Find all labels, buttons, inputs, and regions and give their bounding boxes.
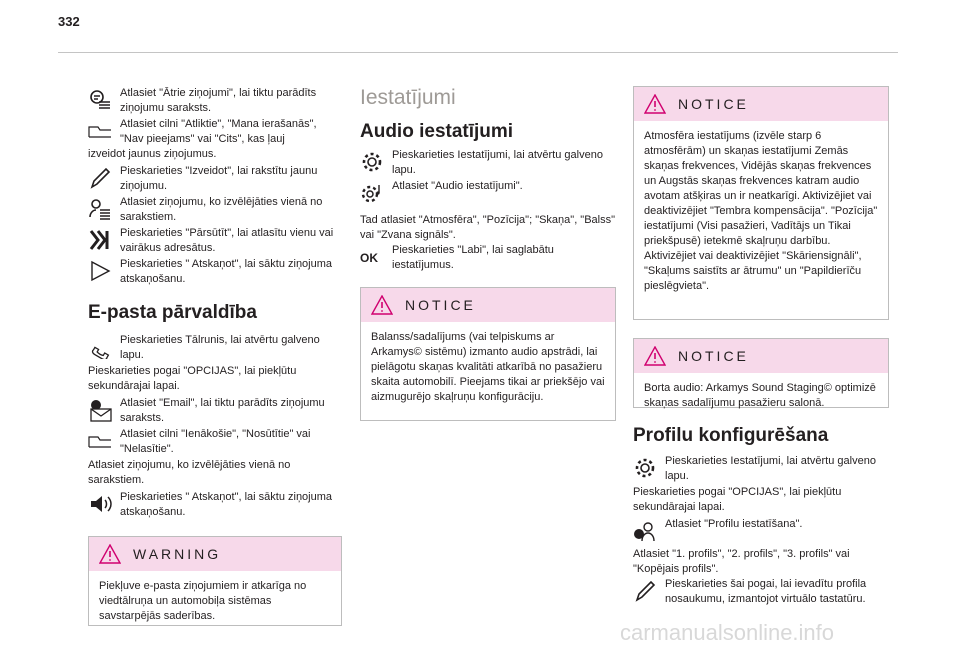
notice-box (633, 338, 889, 408)
instruction-text: Atlasiet "Audio iestatījumi". (392, 180, 523, 192)
pencil-icon (88, 166, 112, 190)
email-heading: E-pasta pārvaldība (88, 302, 257, 323)
instruction-row (88, 333, 342, 363)
instruction-row (633, 577, 889, 607)
forward-icon (88, 228, 112, 252)
page-number: 332 (58, 14, 80, 29)
warning-header (89, 537, 341, 571)
instruction-text: Atlasiet "Email", lai tiktu parādīts ziņojumu saraksts. (120, 397, 325, 424)
instruction-text: Pieskarieties šai pogai, lai ievadītu profila nosaukumu, izmantojot virtuālo tastatūru. (665, 578, 867, 605)
notice-title: NOTICE (678, 348, 749, 364)
notice-text: Atmosfēra iestatījums (izvēle starp 6 atmosfērām) un skaņas iestatījumi Zemās skaņas frekvences, Vidējās skaņas frekvences un Augstās skaņas frekvences katram audio avotam atšķiras un ir neatkarīgi. Aktivizējiet vai deaktivizējiet "Tembra kompensācija". "Pozīcija" iestatījumi (Visi pasažieri, Vadītājs un Tikai priekšpusē) ietekmē skaļruņu darbību. Aktivizējiet vai deaktivizējiet "Skāriensignāli", "Skaļums saistīts ar ātrumu" un "Papildierīču pieslēgvieta". (644, 130, 878, 292)
instruction-text: Pieskarieties " Atskaņot", lai sāktu ziņojuma atskaņošanu. (120, 491, 333, 518)
settings-title: Iestatījumi (360, 86, 456, 109)
instruction-text: Atlasiet cilni "Atliktie", "Mana ierašanās", "Nav pieejams" vai "Cits", kas ļauj (120, 118, 317, 145)
instruction-row (88, 164, 342, 194)
speaker-icon (88, 492, 112, 516)
instruction-row (360, 148, 616, 178)
audio-settings-icon (360, 181, 384, 205)
instruction-text: Atlasiet cilni "Ienākošie", "Nosūtītie" vai "Nelasītie". (120, 428, 311, 455)
instruction-text: Atlasiet "1. profils", "2. profils", "3. profils" vai "Kopējais profils". (633, 548, 850, 575)
instruction-row (88, 86, 342, 116)
notice-header (361, 288, 615, 322)
top-rule (58, 52, 898, 53)
notice-triangle-icon (644, 94, 666, 114)
instruction-row (360, 179, 616, 205)
notice-triangle-icon (644, 346, 666, 366)
instruction-row (88, 257, 342, 287)
warning-text: Piekļuve e-pasta ziņojumiem ir atkarīga no viedtālruņa un automobiļa sistēmas savstarpējās saderības. (99, 580, 307, 622)
instruction-text: Pieskarieties "Pārsūtīt", lai atlasītu vienu vai vairākus adresātus. (120, 227, 334, 254)
instruction-row (360, 243, 616, 273)
instruction-row (88, 226, 342, 256)
tab-icon (88, 429, 112, 453)
instruction-text: Pieskarieties Iestatījumi, lai atvērtu galveno lapu. (392, 149, 603, 176)
notice-text: Balanss/sadalījums (vai telpiskums ar Arkamys© sistēmu) izmanto audio apstrādi, lai pielāgotu skaņas kvalitāti atkarībā no pasažieru skaita automobilī. Pieejams tikai ar priekšējo vai aizmugurējo skaļruņu konfigurāciju. (371, 331, 605, 403)
notice-text: Borta audio: Arkamys Sound Staging© optimizē skaņas sadalījumu pasažieru salonā. (644, 382, 876, 409)
profile-heading: Profilu konfigurēšana (633, 425, 829, 446)
notice-header (634, 87, 888, 121)
instruction-row (88, 117, 342, 147)
pencil-icon (633, 579, 657, 603)
email-icon (88, 398, 112, 422)
warning-title: WARNING (133, 546, 222, 562)
instruction-row (88, 396, 342, 426)
instruction-text: Atlasiet "Profilu iestatīšana". (665, 518, 803, 530)
instruction-text: Pieskarieties pogai "OPCIJAS", lai piekļūtu sekundārajai lapai. (633, 486, 842, 513)
audio-heading: Audio iestatījumi (360, 121, 514, 142)
quick-message-icon (88, 88, 112, 112)
column-2 (360, 86, 616, 421)
instruction-text: Pieskarieties Iestatījumi, lai atvērtu galveno lapu. (665, 455, 876, 482)
instruction-text: Pieskarieties pogai "OPCIJAS", lai piekļūtu sekundārajai lapai. (88, 365, 297, 392)
instruction-text: Pieskarieties " Atskaņot", lai sāktu ziņojuma atskaņošanu. (120, 258, 333, 285)
notice-box (633, 86, 889, 320)
tab-icon (88, 119, 112, 143)
instruction-text: Pieskarieties "Izveidot", lai rakstītu jaunu ziņojumu. (120, 165, 318, 192)
instruction-text: Tad atlasiet "Atmosfēra", "Pozīcija"; "Skaņa", "Balss" vai "Zvana signāls". (360, 214, 616, 241)
instruction-text: Atlasiet ziņojumu, ko izvēlējāties vienā no sarakstiem. (88, 459, 291, 486)
ok-label: OK (360, 251, 378, 265)
notice-header (634, 339, 888, 373)
warning-box (88, 536, 342, 626)
notice-box (360, 287, 616, 421)
phone-icon (88, 335, 112, 359)
instruction-row (88, 427, 342, 457)
instruction-text: izveidot jaunus ziņojumus. (88, 148, 217, 160)
instruction-row (88, 490, 342, 520)
gear-icon (360, 150, 384, 174)
notice-triangle-icon (371, 295, 393, 315)
instruction-row (88, 195, 342, 225)
ok-button-icon (360, 249, 384, 273)
instruction-text: Atlasiet ziņojumu, ko izvēlējāties vienā no sarakstiem. (120, 196, 323, 223)
play-icon (88, 259, 112, 283)
instruction-row (633, 517, 889, 543)
instruction-row (633, 454, 889, 484)
column-3 (633, 86, 889, 608)
message-list-icon (88, 197, 112, 221)
notice-title: NOTICE (405, 297, 476, 313)
warning-triangle-icon (99, 544, 121, 564)
instruction-text: Pieskarieties "Labi", lai saglabātu iestatījumus. (392, 244, 554, 271)
watermark: carmanualsonline.info (620, 620, 835, 645)
gear-icon (633, 456, 657, 480)
column-1 (88, 86, 342, 626)
notice-title: NOTICE (678, 96, 749, 112)
instruction-text: Pieskarieties Tālrunis, lai atvērtu galveno lapu. (120, 334, 320, 361)
instruction-text: Atlasiet "Ātrie ziņojumi", lai tiktu parādīts ziņojumu saraksts. (120, 87, 317, 114)
profile-icon (633, 519, 657, 543)
